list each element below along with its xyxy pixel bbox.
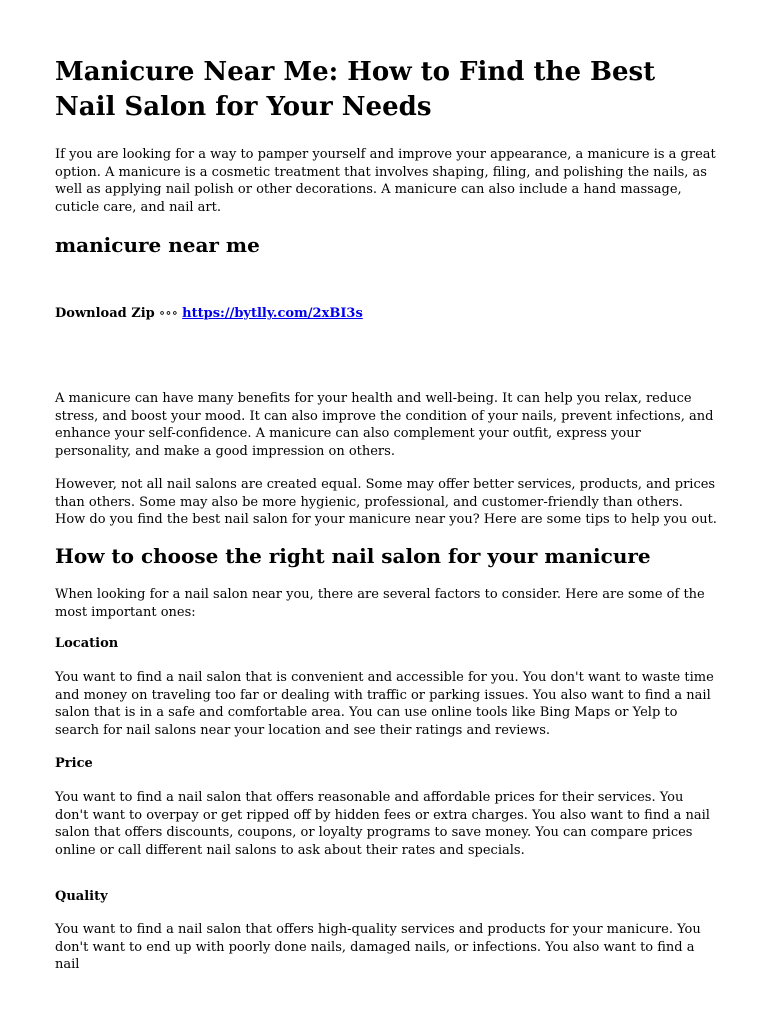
- section-heading-choose-salon: How to choose the right nail salon for your manicure: [55, 544, 651, 568]
- factor-heading-location: Location: [55, 636, 119, 651]
- subheading-manicure-near-me: manicure near me: [55, 233, 260, 257]
- factor-text-quality: You want to find a nail salon that offers high-quality services and products for your manicure. You don't want to end up with poorly done nails, damaged nails, or infections. You also want to find a nail: [55, 922, 701, 972]
- download-label: Download Zip: [55, 306, 155, 321]
- section-intro-paragraph: When looking for a nail salon near you, there are several factors to consider. Here are some of the most important ones:: [55, 587, 705, 620]
- download-link[interactable]: https://bytlly.com/2xBI3s: [182, 306, 363, 321]
- factor-text-location: You want to find a nail salon that is convenient and accessible for you. You don't want to waste time and money on traveling too far or dealing with traffic or parking issues. You also want to find a nail salon that is in a safe and comfortable area. You can use online tools like Bing Maps or Yelp to search for nail salons near your location and see their ratings and reviews.: [55, 670, 714, 738]
- download-line: [55, 305, 363, 323]
- arrow-icons: ∘∘∘: [158, 306, 179, 321]
- benefits-paragraph: A manicure can have many benefits for your health and well-being. It can help you relax, reduce stress, and boost your mood. It can also improve the condition of your nails, prevent infections, and enhance your self-confidence. A manicure can also complement your outfit, express your personality, and make a good impression on others.: [55, 391, 714, 459]
- factor-heading-quality: Quality: [55, 889, 108, 904]
- however-paragraph: However, not all nail salons are created equal. Some may offer better services, products, and prices than others. Some may also be more hygienic, professional, and customer-friendly than others. How do you find the best nail salon for your manicure near you? Here are some tips to help you out.: [55, 477, 717, 527]
- page-title: Manicure Near Me: How to Find the Best Nail Salon for Your Needs: [55, 57, 656, 122]
- intro-paragraph: If you are looking for a way to pamper yourself and improve your appearance, a manicure is a great option. A manicure is a cosmetic treatment that involves shaping, filing, and polishing the nails, as well as applying nail polish or other decorations. A manicure can also include a hand massage, cuticle care, and nail art.: [55, 147, 716, 215]
- factor-text-price: You want to find a nail salon that offers reasonable and affordable prices for their services. You don't want to overpay or get ripped off by hidden fees or extra charges. You also want to find a nail salon that offers discounts, coupons, or loyalty programs to save money. You can compare prices online or call different nail salons to ask about their rates and specials.: [55, 790, 710, 858]
- factor-heading-price: Price: [55, 756, 93, 771]
